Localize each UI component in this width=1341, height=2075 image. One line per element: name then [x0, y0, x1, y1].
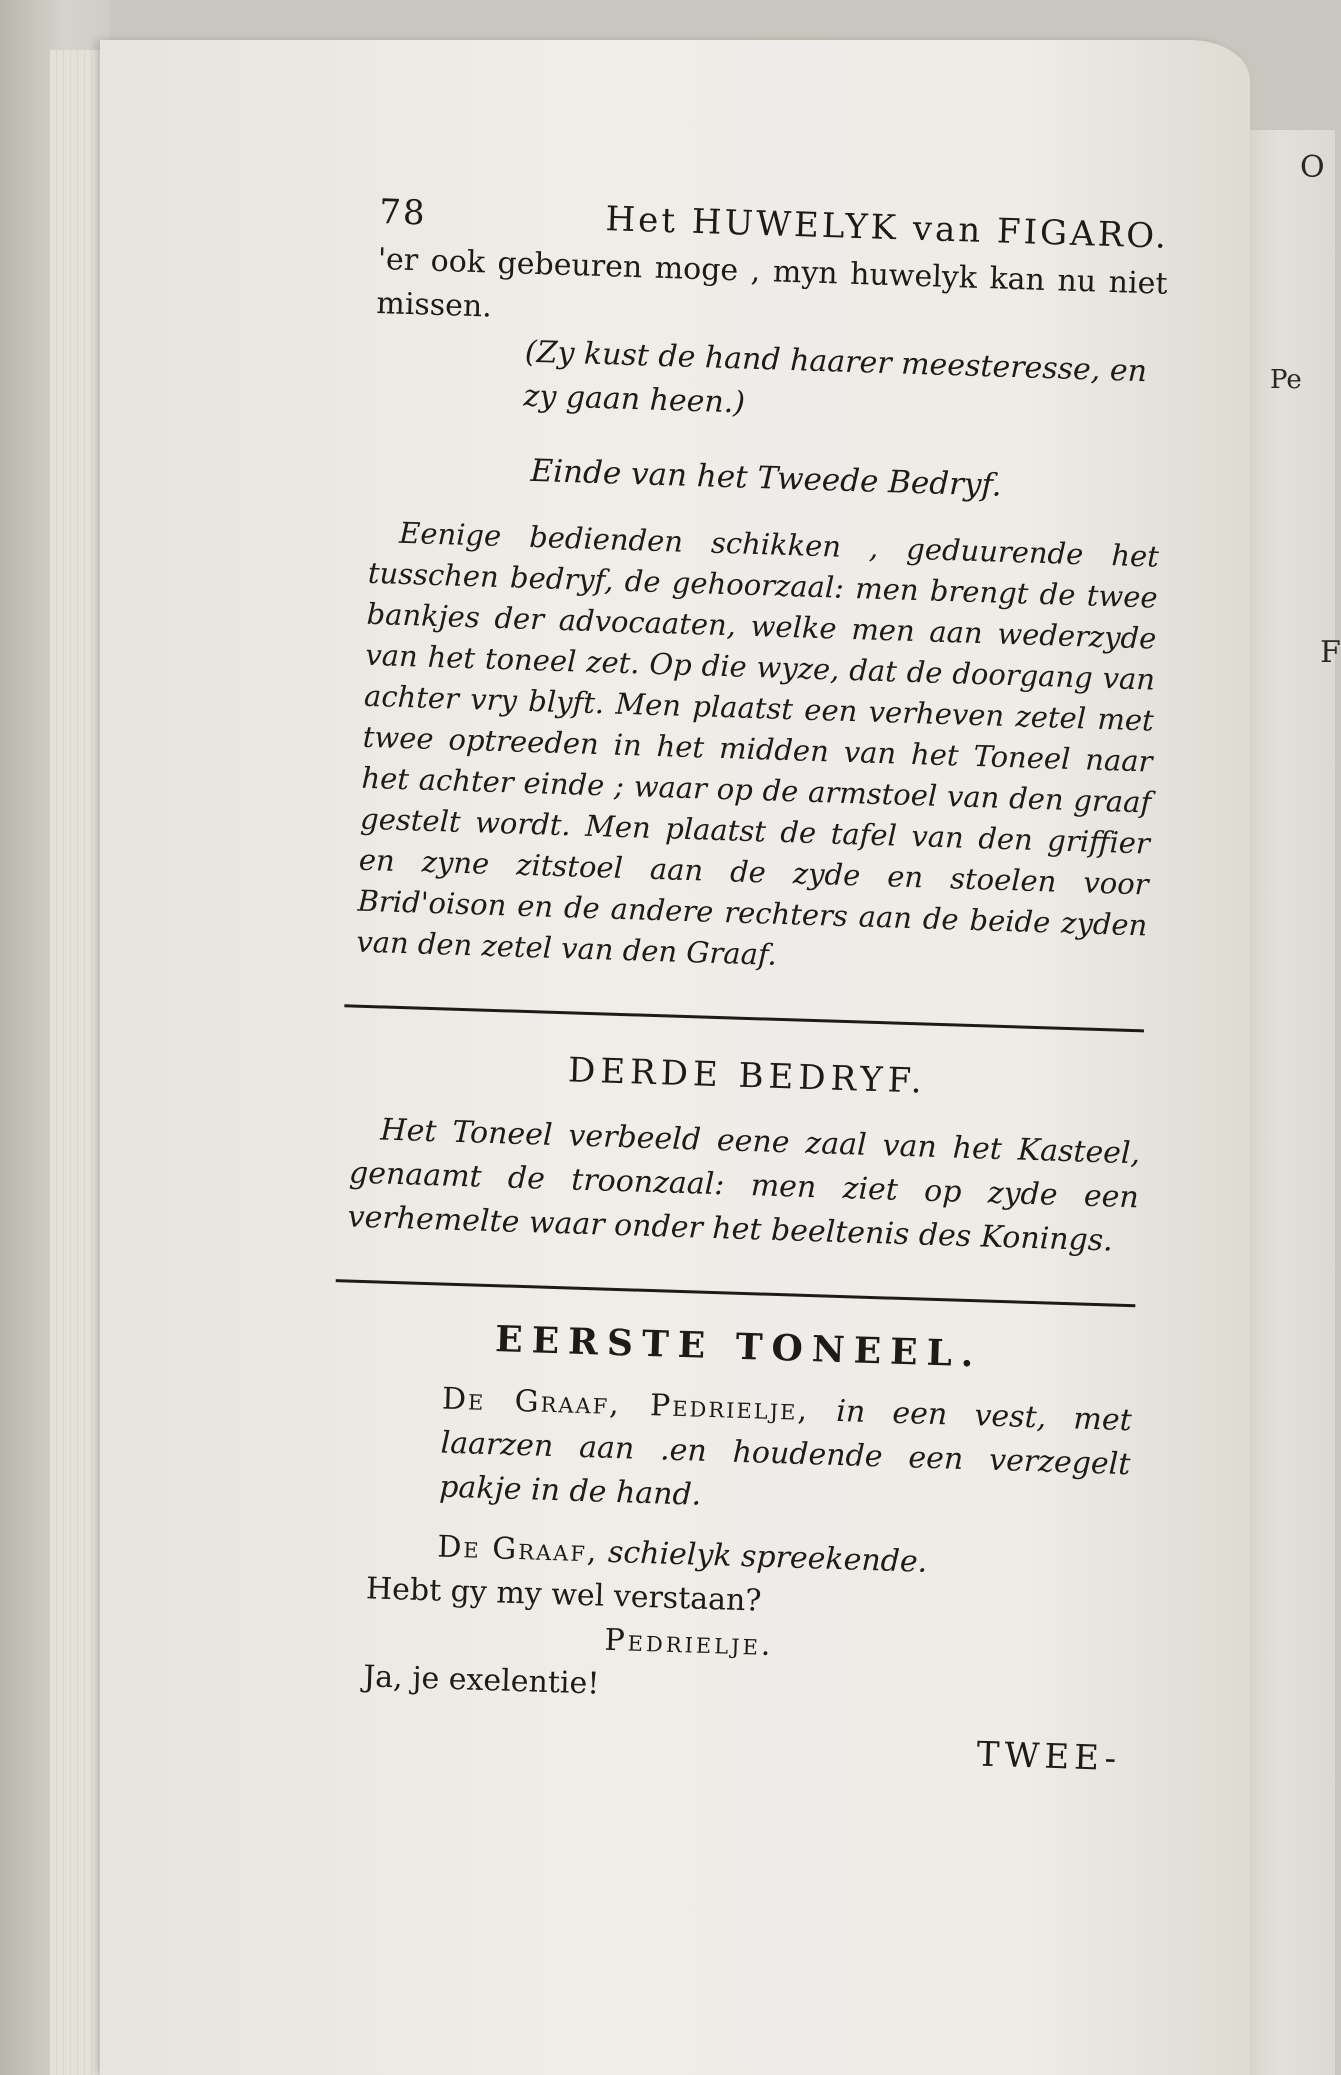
- end-of-act: Einde van het Tweede Bedryf.: [529, 452, 1003, 504]
- running-title: Het HUWELYK van FIGARO.: [604, 199, 1170, 257]
- facing-page-fragment: O: [1300, 150, 1325, 185]
- speaker-direction: schielyk spreekende.: [607, 1534, 928, 1580]
- section-rule: [344, 1004, 1144, 1032]
- speaker-name: Pedrielje.: [604, 1622, 775, 1664]
- stage-note: Eenige bedienden schikken , geduurende het tusschen bedryf, de gehoorzaal: men brengt de twee bankjes der advocaaten, welke men aan wederzyde van het toneel zet. Op die wyze, dat de doorgang van achter vry blyft. Men plaatst een verheven zetel met twee optreeden in het midden van het Toneel naar het achter einde ; waar op de armstoel van den graaf gestelt wordt. Men plaatst de tafel van den griffier en zyne zitstoel aan de zyde en stoelen voor Brid'oison en de andere rechters aan de beide zyden van den zetel van den Graaf.: [355, 515, 1160, 972]
- page-text: [331, 190, 1170, 1781]
- act-heading: DERDE BEDRYF.: [567, 1050, 928, 1102]
- scene-description: Het Toneel verbeeld eene zaal van het Kasteel, genaamt de troonzaal: men ziet op zyde een verhemelte waar onder het beeltenis des Konings.: [347, 1112, 1141, 1259]
- page-number: 78: [378, 191, 428, 234]
- characters-line: [339, 1374, 1133, 1531]
- continuation-line: 'er ook gebeuren moge , myn huwelyk kan nu niet missen.: [375, 241, 1168, 325]
- facing-page: [1240, 130, 1341, 2075]
- dialogue-line: Hebt gy my wel verstaan?: [365, 1571, 762, 1619]
- scene-heading: EERSTE TONEEL.: [494, 1318, 984, 1376]
- speaker-name: De Graaf,: [436, 1529, 600, 1570]
- dialogue-line: Ja, je exelentie!: [362, 1659, 600, 1702]
- character-names: De Graaf, Pedrielje,: [441, 1381, 810, 1429]
- catchword: TWEE-: [976, 1734, 1122, 1780]
- facing-page-fragment: Pe: [1270, 365, 1302, 395]
- section-rule: [336, 1279, 1136, 1307]
- character-direction: in een vest, met laarzen aan .en houdende een verzegelt pakje in de hand.: [438, 1393, 1133, 1513]
- facing-page-fragment: F: [1320, 635, 1341, 670]
- stage-direction-exit: (Zy kust de hand haarer meesteresse, en zy gaan heen.): [523, 334, 1148, 421]
